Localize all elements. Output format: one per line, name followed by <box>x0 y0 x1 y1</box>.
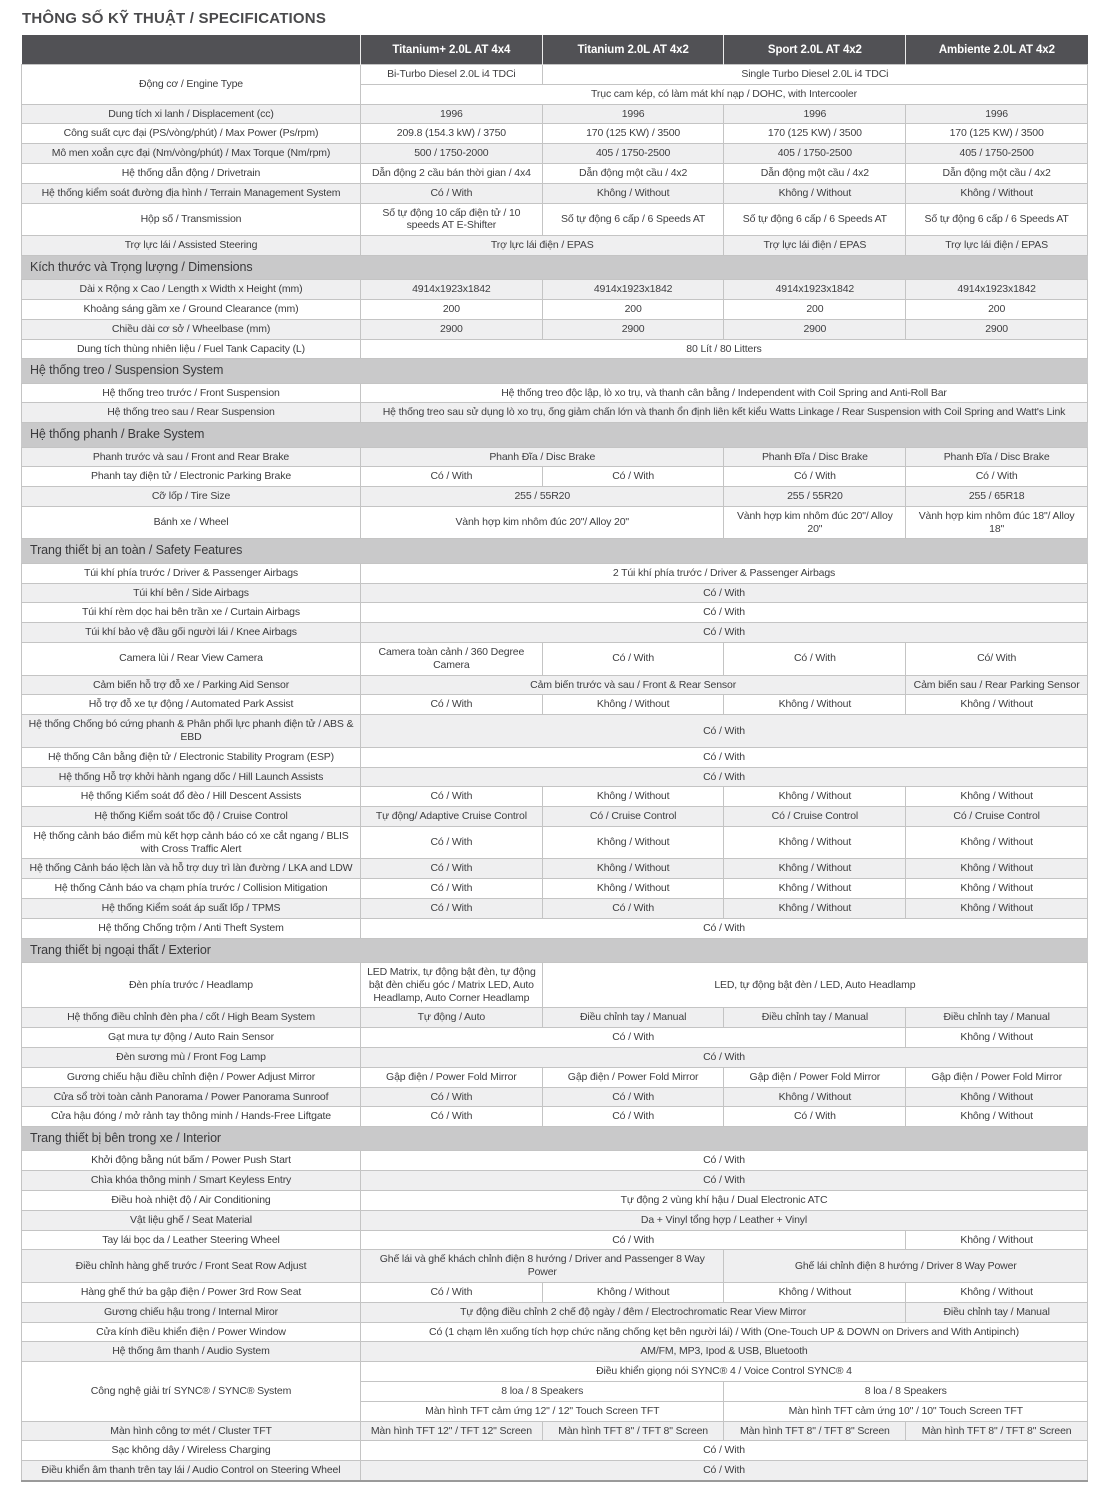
spec-row <box>22 183 1088 203</box>
spec-row <box>22 1008 1088 1028</box>
row-label: Hệ thống Kiểm soát tốc độ / Cruise Control <box>22 807 361 827</box>
spec-cell: Màn hình TFT 8" / TFT 8" Screen <box>906 1421 1088 1441</box>
spec-cell: Không / Without <box>906 879 1088 899</box>
spec-row <box>22 124 1088 144</box>
spec-cell: Không / Without <box>542 859 724 879</box>
spec-cell: Có / With <box>360 787 542 807</box>
spec-cell: Có / With <box>360 603 1087 623</box>
spec-cell: Không / Without <box>724 859 906 879</box>
spec-row <box>22 675 1088 695</box>
row-label: Phanh tay điện tử / Electronic Parking Brake <box>22 467 361 487</box>
row-label: Công nghệ giải trí SYNC® / SYNC® System <box>22 1362 361 1421</box>
spec-cell: 170 (125 KW) / 3500 <box>724 124 906 144</box>
spec-cell: Không / Without <box>724 826 906 859</box>
row-label: Điều chỉnh hàng ghế trước / Front Seat Row Adjust <box>22 1250 361 1283</box>
spec-cell: Có / With <box>360 1087 542 1107</box>
spec-row <box>22 383 1088 403</box>
spec-cell: 500 / 1750-2000 <box>360 144 542 164</box>
spec-cell: Có / With <box>360 1282 542 1302</box>
row-label: Hộp số / Transmission <box>22 203 361 236</box>
spec-cell: Có / With <box>360 583 1087 603</box>
spec-row <box>22 747 1088 767</box>
spec-cell: 255 / 55R20 <box>360 487 724 507</box>
spec-cell: Không / Without <box>906 859 1088 879</box>
spec-row <box>22 1230 1088 1250</box>
spec-cell: AM/FM, MP3, Ipod & USB, Bluetooth <box>360 1342 1087 1362</box>
spec-cell: Có / With <box>360 715 1087 748</box>
spec-cell: Có / With <box>360 1171 1087 1191</box>
row-label: Hệ thống dẫn động / Drivetrain <box>22 163 361 183</box>
row-label: Vật liệu ghế / Seat Material <box>22 1210 361 1230</box>
row-label: Hàng ghế thứ ba gập điện / Power 3rd Row Seat <box>22 1282 361 1302</box>
spec-row <box>22 962 1088 1007</box>
spec-row <box>22 1087 1088 1107</box>
spec-row <box>22 899 1088 919</box>
spec-cell: Không / Without <box>542 787 724 807</box>
spec-cell: Gập điện / Power Fold Mirror <box>906 1067 1088 1087</box>
spec-cell: Số tự động 10 cấp điện tử / 10 speeds AT E-Shifter <box>360 203 542 236</box>
page-title: THÔNG SỐ KỸ THUẬT / SPECIFICATIONS <box>22 10 327 27</box>
spec-row <box>22 1421 1088 1441</box>
row-label: Mô men xoắn cực đại (Nm/vòng/phút) / Max Torque (Nm/rpm) <box>22 144 361 164</box>
spec-row <box>22 918 1088 938</box>
spec-cell: Không / Without <box>724 899 906 919</box>
spec-cell: Có / With <box>360 1028 905 1048</box>
row-label: Hệ thống treo trước / Front Suspension <box>22 383 361 403</box>
spec-row <box>22 1282 1088 1302</box>
row-label: Dài x Rộng x Cao / Length x Width x Height (mm) <box>22 280 361 300</box>
row-label: Hệ thống Chống trộm / Anti Theft System <box>22 918 361 938</box>
spec-row <box>22 1362 1088 1382</box>
spec-cell: Không / Without <box>906 1087 1088 1107</box>
spec-row <box>22 1250 1088 1283</box>
spec-cell: Số tự động 6 cấp / 6 Speeds AT <box>542 203 724 236</box>
spec-cell: Có / With <box>360 1107 542 1127</box>
spec-table-body <box>22 65 1088 1481</box>
spec-cell: Hệ thống treo độc lập, lò xo trụ, và thanh cân bằng / Independent with Coil Spring and Anti-Roll Bar <box>360 383 1087 403</box>
spec-row <box>22 826 1088 859</box>
spec-cell: Có/ With <box>906 642 1088 675</box>
spec-cell: Có / With <box>360 826 542 859</box>
spec-cell: Không / Without <box>724 183 906 203</box>
spec-cell: 2900 <box>360 319 542 339</box>
spec-cell: Không / Without <box>906 1107 1088 1127</box>
spec-cell: Có / With <box>542 899 724 919</box>
spec-row <box>22 623 1088 643</box>
row-label: Chìa khóa thông minh / Smart Keyless Entry <box>22 1171 361 1191</box>
spec-cell: Không / Without <box>724 787 906 807</box>
column-header-1: Titanium+ 2.0L AT 4x4 <box>360 35 542 65</box>
spec-cell: Điều chỉnh tay / Manual <box>906 1008 1088 1028</box>
spec-cell: Có / With <box>360 879 542 899</box>
spec-cell: 209.8 (154.3 kW) / 3750 <box>360 124 542 144</box>
row-label: Hỗ trợ đỗ xe tự động / Automated Park Assist <box>22 695 361 715</box>
spec-row <box>22 203 1088 236</box>
spec-row <box>22 1047 1088 1067</box>
spec-cell: Ghế lái chỉnh điện 8 hướng / Driver 8 Way Power <box>724 1250 1088 1283</box>
spec-cell: Có / With <box>360 1230 905 1250</box>
spec-cell: Tự động 2 vùng khí hậu / Dual Electronic ATC <box>360 1190 1087 1210</box>
spec-cell: Có / With <box>360 918 1087 938</box>
spec-cell: 200 <box>906 300 1088 320</box>
spec-cell: Không / Without <box>542 695 724 715</box>
spec-cell: 4914x1923x1842 <box>724 280 906 300</box>
spec-cell: 1996 <box>724 104 906 124</box>
row-label: Túi khí rèm dọc hai bên trần xe / Curtain Airbags <box>22 603 361 623</box>
spec-cell: Có / With <box>542 642 724 675</box>
section-header-row <box>22 938 1088 962</box>
spec-cell: Dẫn động một cầu / 4x2 <box>724 163 906 183</box>
spec-cell: Không / Without <box>724 1087 906 1107</box>
spec-cell: Gập điện / Power Fold Mirror <box>542 1067 724 1087</box>
spec-row <box>22 506 1088 539</box>
spec-row <box>22 339 1088 359</box>
spec-cell: Có / With <box>360 747 1087 767</box>
spec-cell: Màn hình TFT cảm ứng 10" / 10" Touch Screen TFT <box>724 1401 1088 1421</box>
row-label: Túi khí phía trước / Driver & Passenger Airbags <box>22 563 361 583</box>
spec-cell: 405 / 1750-2500 <box>724 144 906 164</box>
section-title: Hệ thống phanh / Brake System <box>22 423 1088 447</box>
spec-row <box>22 1107 1088 1127</box>
spec-cell: Có / With <box>360 183 542 203</box>
spec-cell: 405 / 1750-2500 <box>906 144 1088 164</box>
row-label: Trợ lực lái / Assisted Steering <box>22 236 361 256</box>
spec-cell: 200 <box>360 300 542 320</box>
spec-cell: 255 / 65R18 <box>906 487 1088 507</box>
spec-cell: Không / Without <box>542 183 724 203</box>
row-label: Hệ thống treo sau / Rear Suspension <box>22 403 361 423</box>
spec-cell: Không / Without <box>542 879 724 899</box>
spec-cell: Màn hình TFT 12" / TFT 12" Screen <box>360 1421 542 1441</box>
row-label: Cửa kính điều khiển điện / Power Window <box>22 1322 361 1342</box>
spec-cell: Không / Without <box>906 787 1088 807</box>
spec-cell: Camera toàn cảnh / 360 Degree Camera <box>360 642 542 675</box>
spec-cell: Trợ lực lái điện / EPAS <box>360 236 724 256</box>
spec-cell: Có / With <box>542 1087 724 1107</box>
spec-row <box>22 65 1088 85</box>
spec-cell: 1996 <box>542 104 724 124</box>
spec-row <box>22 1028 1088 1048</box>
spec-cell: Tự động/ Adaptive Cruise Control <box>360 807 542 827</box>
spec-row <box>22 403 1088 423</box>
row-label: Gương chiếu hậu điều chỉnh điện / Power Adjust Mirror <box>22 1067 361 1087</box>
spec-cell: Trợ lực lái điện / EPAS <box>724 236 906 256</box>
spec-row <box>22 1461 1088 1481</box>
spec-cell: Trục cam kép, có làm mát khí nạp / DOHC, with Intercooler <box>360 84 1087 104</box>
row-label: Động cơ / Engine Type <box>22 65 361 105</box>
spec-cell: 200 <box>542 300 724 320</box>
spec-cell: Màn hình TFT 8" / TFT 8" Screen <box>542 1421 724 1441</box>
spec-cell: Tự động điều chỉnh 2 chế độ ngày / đêm / Electrochromatic Rear View Mirror <box>360 1302 905 1322</box>
spec-row <box>22 144 1088 164</box>
spec-row <box>22 603 1088 623</box>
header-corner-cell <box>22 35 361 65</box>
row-label: Dung tích thùng nhiên liệu / Fuel Tank Capacity (L) <box>22 339 361 359</box>
section-header-row <box>22 255 1088 279</box>
row-label: Cảm biến hỗ trợ đỗ xe / Parking Aid Sensor <box>22 675 361 695</box>
row-label: Cửa hậu đóng / mở rảnh tay thông minh / Hands-Free Liftgate <box>22 1107 361 1127</box>
spec-cell: Có / With <box>360 767 1087 787</box>
spec-cell: Không / Without <box>724 879 906 899</box>
section-header-row <box>22 423 1088 447</box>
row-label: Camera lùi / Rear View Camera <box>22 642 361 675</box>
spec-cell: Điều chỉnh tay / Manual <box>724 1008 906 1028</box>
spec-cell: Không / Without <box>906 1230 1088 1250</box>
spec-cell: 1996 <box>360 104 542 124</box>
spec-cell: Vành hợp kim nhôm đúc 18"/ Alloy 18" <box>906 506 1088 539</box>
spec-cell: Có / Cruise Control <box>724 807 906 827</box>
spec-cell: Có / With <box>724 642 906 675</box>
spec-cell: Có / With <box>724 1107 906 1127</box>
spec-row <box>22 642 1088 675</box>
row-label: Hệ thống Cảnh báo lệch làn và hỗ trợ duy trì làn đường / LKA and LDW <box>22 859 361 879</box>
spec-cell: Có / With <box>360 1151 1087 1171</box>
spec-cell: Màn hình TFT 8" / TFT 8" Screen <box>724 1421 906 1441</box>
spec-cell: Hệ thống treo sau sử dụng lò xo trụ, ống giảm chấn lớn và thanh ổn định liên kết kiểu Watts Linkage / Rear Suspension with Coil Spring and Watt's Link <box>360 403 1087 423</box>
spec-row <box>22 1441 1088 1461</box>
spec-cell: Ghế lái và ghế khách chỉnh điện 8 hướng / Driver and Passenger 8 Way Power <box>360 1250 724 1283</box>
spec-cell: 4914x1923x1842 <box>542 280 724 300</box>
spec-row <box>22 1342 1088 1362</box>
spec-row <box>22 787 1088 807</box>
spec-row <box>22 859 1088 879</box>
row-label: Hệ thống Hỗ trợ khởi hành ngang dốc / Hill Launch Assists <box>22 767 361 787</box>
spec-cell: Có / With <box>360 859 542 879</box>
row-label: Phanh trước và sau / Front and Rear Brake <box>22 447 361 467</box>
spec-row <box>22 1190 1088 1210</box>
spec-cell: 4914x1923x1842 <box>906 280 1088 300</box>
spec-row <box>22 1210 1088 1230</box>
spec-cell: Có (1 chạm lên xuống tích hợp chức năng chống kẹt bên người lái) / With (One-Touch UP & DOWN on Drivers and With Antipinch) <box>360 1322 1087 1342</box>
row-label: Hệ thống Kiểm soát đổ đèo / Hill Descent Assists <box>22 787 361 807</box>
spec-cell: Số tự động 6 cấp / 6 Speeds AT <box>906 203 1088 236</box>
spec-cell: 170 (125 KW) / 3500 <box>542 124 724 144</box>
spec-cell: Có / With <box>360 1047 1087 1067</box>
spec-cell: Tự động / Auto <box>360 1008 542 1028</box>
spec-cell: 170 (125 KW) / 3500 <box>906 124 1088 144</box>
spec-cell: Dẫn động một cầu / 4x2 <box>906 163 1088 183</box>
spec-row <box>22 236 1088 256</box>
row-label: Cửa sổ trời toàn cảnh Panorama / Power Panorama Sunroof <box>22 1087 361 1107</box>
row-label: Chiều dài cơ sở / Wheelbase (mm) <box>22 319 361 339</box>
spec-cell: 1996 <box>906 104 1088 124</box>
trim-header-row <box>22 35 1088 65</box>
spec-cell: 80 Lít / 80 Litters <box>360 339 1087 359</box>
row-label: Hệ thống âm thanh / Audio System <box>22 1342 361 1362</box>
row-label: Hệ thống cảnh báo điểm mù kết hợp cảnh báo có xe cắt ngang / BLIS with Cross Traffic Alert <box>22 826 361 859</box>
spec-cell: Điều chỉnh tay / Manual <box>906 1302 1088 1322</box>
row-label: Hệ thống Cảnh báo va chạm phía trước / Collision Mitigation <box>22 879 361 899</box>
spec-cell: Trợ lực lái điện / EPAS <box>906 236 1088 256</box>
section-header-row <box>22 359 1088 383</box>
row-label: Công suất cực đại (PS/vòng/phút) / Max Power (Ps/rpm) <box>22 124 361 144</box>
spec-cell: Có / With <box>360 467 542 487</box>
spec-row <box>22 487 1088 507</box>
spec-cell: Single Turbo Diesel 2.0L i4 TDCi <box>542 65 1087 85</box>
row-label: Khởi động bằng nút bấm / Power Push Start <box>22 1151 361 1171</box>
spec-row <box>22 1067 1088 1087</box>
column-header-2: Titanium 2.0L AT 4x2 <box>542 35 724 65</box>
spec-cell: Cảm biến sau / Rear Parking Sensor <box>906 675 1088 695</box>
spec-cell: Không / Without <box>906 1028 1088 1048</box>
row-label: Đèn sương mù / Front Fog Lamp <box>22 1047 361 1067</box>
spec-row <box>22 467 1088 487</box>
spec-row <box>22 583 1088 603</box>
row-label: Túi khí bên / Side Airbags <box>22 583 361 603</box>
spec-cell: 4914x1923x1842 <box>360 280 542 300</box>
spec-row <box>22 1151 1088 1171</box>
spec-cell: Không / Without <box>906 695 1088 715</box>
spec-row <box>22 1171 1088 1191</box>
spec-cell: Không / Without <box>906 1282 1088 1302</box>
spec-row <box>22 767 1088 787</box>
spec-cell: Da + Vinyl tổng hợp / Leather + Vinyl <box>360 1210 1087 1230</box>
spec-cell: 200 <box>724 300 906 320</box>
spec-cell: Có / With <box>724 467 906 487</box>
spec-cell: Không / Without <box>906 826 1088 859</box>
spec-cell: 2900 <box>542 319 724 339</box>
spec-cell: Vành hợp kim nhôm đúc 20"/ Alloy 20" <box>724 506 906 539</box>
spec-cell: Vành hợp kim nhôm đúc 20"/ Alloy 20" <box>360 506 724 539</box>
spec-cell: 2 Túi khí phía trước / Driver & Passenger Airbags <box>360 563 1087 583</box>
spec-cell: Điều chỉnh tay / Manual <box>542 1008 724 1028</box>
section-title: Kích thước và Trọng lượng / Dimensions <box>22 255 1088 279</box>
spec-cell: Không / Without <box>724 1282 906 1302</box>
row-label: Hệ thống Cân bằng điện tử / Electronic Stability Program (ESP) <box>22 747 361 767</box>
section-title: Trang thiết bị an toàn / Safety Features <box>22 539 1088 563</box>
spec-cell: 405 / 1750-2500 <box>542 144 724 164</box>
spec-row <box>22 695 1088 715</box>
spec-row <box>22 280 1088 300</box>
section-title: Trang thiết bị bên trong xe / Interior <box>22 1127 1088 1151</box>
row-label: Màn hình công tơ mét / Cluster TFT <box>22 1421 361 1441</box>
spec-row <box>22 1302 1088 1322</box>
row-label: Tay lái bọc da / Leather Steering Wheel <box>22 1230 361 1250</box>
spec-cell: Cảm biến trước và sau / Front & Rear Sensor <box>360 675 905 695</box>
specifications-table <box>21 35 1088 1482</box>
spec-cell: Có / With <box>360 695 542 715</box>
row-label: Sạc không dây / Wireless Charging <box>22 1441 361 1461</box>
spec-row <box>22 447 1088 467</box>
row-label: Dung tích xi lanh / Displacement (cc) <box>22 104 361 124</box>
spec-cell: LED Matrix, tự động bật đèn, tự động bật đèn chiếu góc / Matrix LED, Auto Headlamp, Auto Corner Headlamp <box>360 962 542 1007</box>
section-header-row <box>22 1127 1088 1151</box>
spec-cell: Có / With <box>360 1461 1087 1481</box>
spec-cell: Có / With <box>360 899 542 919</box>
row-label: Gạt mưa tự động / Auto Rain Sensor <box>22 1028 361 1048</box>
spec-cell: Màn hình TFT cảm ứng 12" / 12" Touch Screen TFT <box>360 1401 724 1421</box>
spec-cell: Dẫn động một cầu / 4x2 <box>542 163 724 183</box>
spec-row <box>22 163 1088 183</box>
spec-cell: Có / With <box>542 1107 724 1127</box>
spec-row <box>22 563 1088 583</box>
section-title: Hệ thống treo / Suspension System <box>22 359 1088 383</box>
spec-cell: Có / With <box>360 1441 1087 1461</box>
spec-cell: Phanh Đĩa / Disc Brake <box>360 447 724 467</box>
row-label: Hệ thống kiểm soát đường địa hình / Terrain Management System <box>22 183 361 203</box>
row-label: Túi khí bảo vệ đầu gối người lái / Knee Airbags <box>22 623 361 643</box>
spec-cell: 2900 <box>906 319 1088 339</box>
spec-cell: Có / Cruise Control <box>906 807 1088 827</box>
section-header-row <box>22 539 1088 563</box>
column-header-4: Ambiente 2.0L AT 4x2 <box>906 35 1088 65</box>
row-label: Đèn phía trước / Headlamp <box>22 962 361 1007</box>
row-label: Hệ thống điều chỉnh đèn pha / cốt / High Beam System <box>22 1008 361 1028</box>
spec-cell: Có / With <box>360 623 1087 643</box>
spec-row <box>22 300 1088 320</box>
spec-row <box>22 104 1088 124</box>
spec-cell: Không / Without <box>542 826 724 859</box>
row-label: Điều khiển âm thanh trên tay lái / Audio Control on Steering Wheel <box>22 1461 361 1481</box>
spec-cell: Có / With <box>906 467 1088 487</box>
spec-cell: Số tự động 6 cấp / 6 Speeds AT <box>724 203 906 236</box>
row-label: Cỡ lốp / Tire Size <box>22 487 361 507</box>
row-label: Bánh xe / Wheel <box>22 506 361 539</box>
spec-cell: 255 / 55R20 <box>724 487 906 507</box>
spec-cell: 2900 <box>724 319 906 339</box>
spec-row <box>22 1322 1088 1342</box>
spec-row <box>22 807 1088 827</box>
spec-cell: Có / With <box>542 467 724 487</box>
spec-cell: Có / Cruise Control <box>542 807 724 827</box>
spec-cell: Phanh Đĩa / Disc Brake <box>906 447 1088 467</box>
row-label: Điều hoà nhiệt độ / Air Conditioning <box>22 1190 361 1210</box>
spec-cell: Điều khiển giọng nói SYNC® 4 / Voice Control SYNC® 4 <box>360 1362 1087 1382</box>
spec-cell: Bi-Turbo Diesel 2.0L i4 TDCi <box>360 65 542 85</box>
row-label: Gương chiếu hậu trong / Internal Miror <box>22 1302 361 1322</box>
spec-cell: Gập điện / Power Fold Mirror <box>360 1067 542 1087</box>
row-label: Hệ thống Kiểm soát áp suất lốp / TPMS <box>22 899 361 919</box>
spec-cell: Không / Without <box>906 899 1088 919</box>
spec-cell: LED, tự động bật đèn / LED, Auto Headlamp <box>542 962 1087 1007</box>
spec-cell: 8 loa / 8 Speakers <box>724 1381 1088 1401</box>
spec-row <box>22 879 1088 899</box>
spec-cell: Dẫn động 2 cầu bán thời gian / 4x4 <box>360 163 542 183</box>
row-label: Hệ thống Chống bó cứng phanh & Phân phối lực phanh điện tử / ABS & EBD <box>22 715 361 748</box>
row-label: Khoảng sáng gầm xe / Ground Clearance (mm) <box>22 300 361 320</box>
spec-cell: Phanh Đĩa / Disc Brake <box>724 447 906 467</box>
spec-cell: Không / Without <box>542 1282 724 1302</box>
table-header <box>22 35 1088 65</box>
spec-row <box>22 319 1088 339</box>
section-title: Trang thiết bị ngoại thất / Exterior <box>22 938 1088 962</box>
spec-row <box>22 715 1088 748</box>
spec-cell: Gập điện / Power Fold Mirror <box>724 1067 906 1087</box>
spec-cell: Không / Without <box>906 183 1088 203</box>
spec-cell: 8 loa / 8 Speakers <box>360 1381 724 1401</box>
spec-cell: Không / Without <box>724 695 906 715</box>
column-header-3: Sport 2.0L AT 4x2 <box>724 35 906 65</box>
